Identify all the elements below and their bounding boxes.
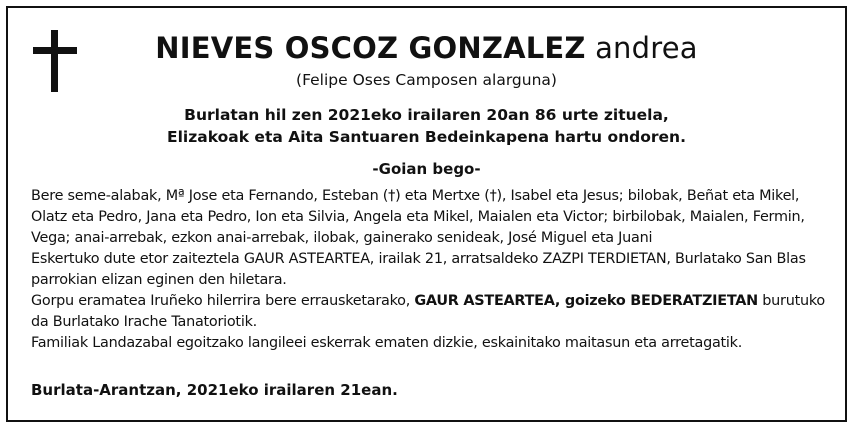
transport-text-2: burutuko da Burlatako Irache Tanatoriotik. (31, 293, 825, 330)
death-line-2: Elizakoak eta Aita Santuaren Bedeinkapena hartu ondoren. (167, 128, 686, 146)
death-line-1: Burlatan hil zen 2021eko irailaren 20an 86 urte zituela, (184, 106, 669, 124)
deceased-full-name: NIEVES OSCOZ GONZALEZ (155, 31, 586, 65)
transport-time: GAUR ASTEARTEA, goizeko BEDERATZIETAN (414, 293, 758, 309)
deceased-given-name: andrea (595, 31, 698, 65)
funeral-paragraph: Eskertuko dute etor zaiteztela GAUR ASTEARTEA, irailak 21, arratsaldeko ZAZPI TERDIETAN, Burlatako San Blas parrokian elizan eginen den hiletara. (31, 251, 806, 288)
signature-line: Burlata-Arantzan, 2021eko irailaren 21ean. (31, 381, 398, 399)
notice-body (31, 186, 831, 354)
rip-line: -Goian bego- (372, 160, 481, 178)
death-info (8, 104, 845, 148)
transport-text-1: Gorpu eramatea Iruñeko hilerrira bere errausketarako, (31, 293, 415, 309)
transport-paragraph (31, 291, 831, 333)
family-paragraph: Bere seme-alabak, Mª Jose eta Fernando, Esteban (†) eta Mertxe (†), Isabel eta Jesus; bilobak, Beñat eta Mikel, Olatz eta Pedro, Jana eta Pedro, Ion eta Silvia, Angela eta Mikel, Maialen eta Victor; birbilobak, Maialen, Fermin, Vega; anai-arrebak, ezkon anai-arrebak, ilobak, gainerako senideak, José Miguel eta Juani (31, 188, 805, 246)
thanks-paragraph: Familiak Landazabal egoitzako langileei eskerrak ematen dizkie, eskainitako maitasun eta arretagatik. (31, 335, 743, 351)
spouse-line: (Felipe Oses Camposen alarguna) (296, 71, 557, 89)
deceased-name (8, 30, 845, 66)
obituary-notice (6, 6, 847, 422)
